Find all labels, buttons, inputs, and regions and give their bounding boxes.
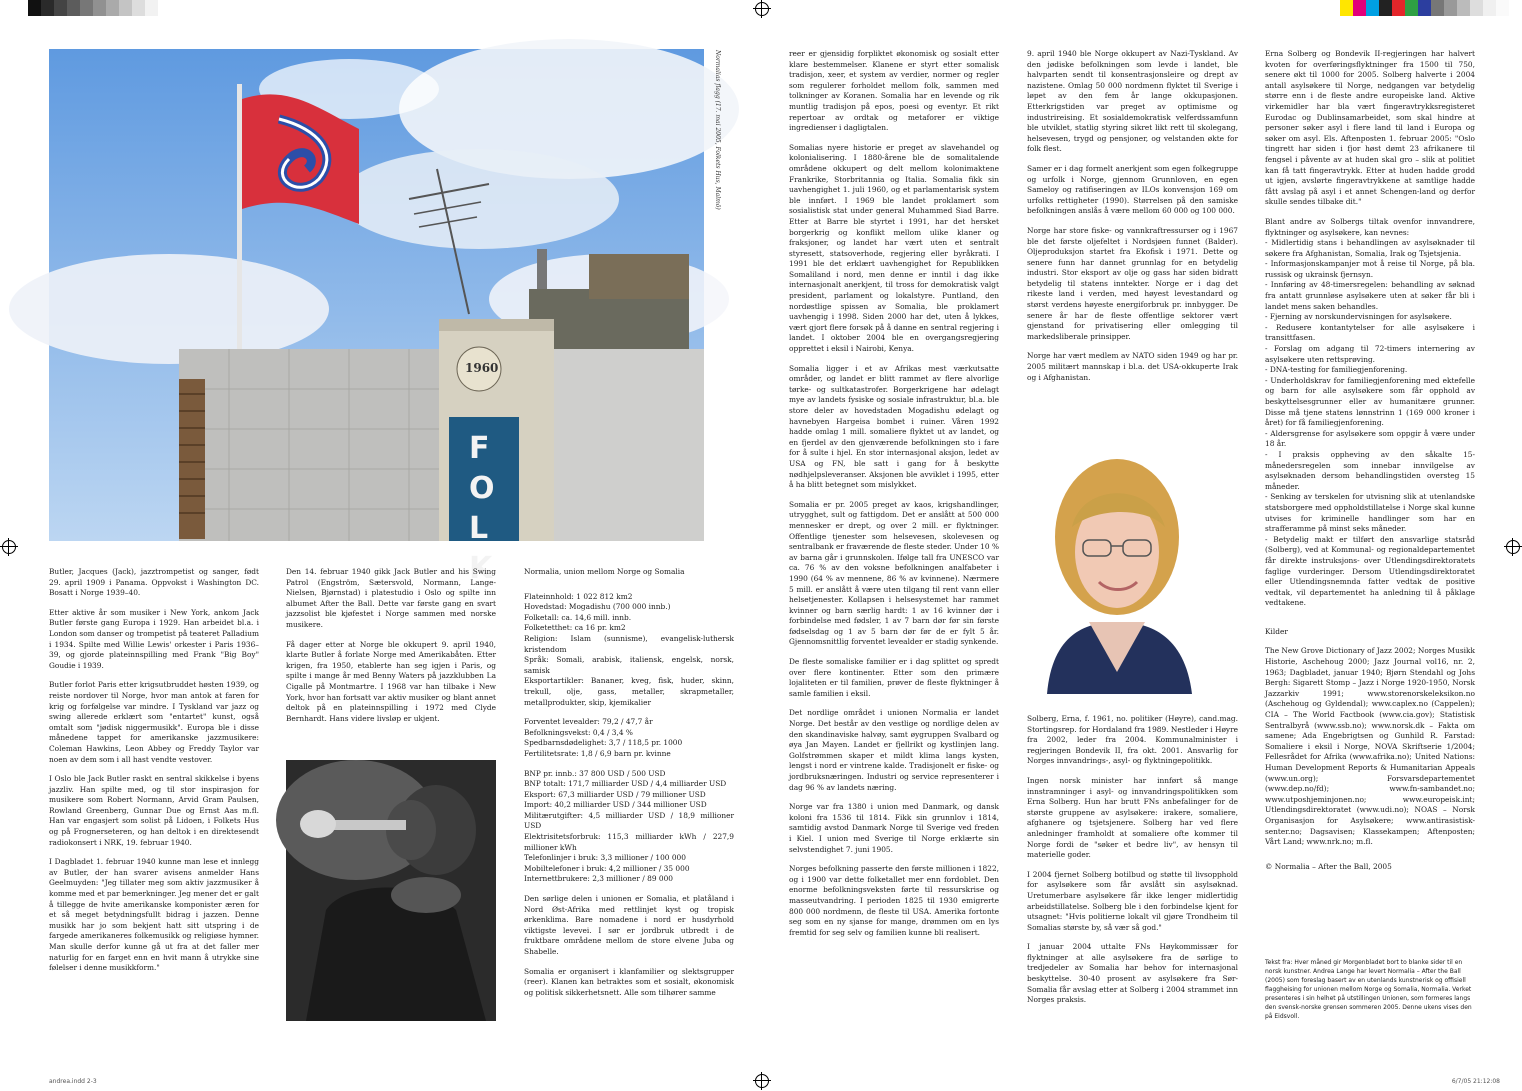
solberg-portrait-illustration — [1027, 432, 1208, 694]
fact-line: Hovedstad: Mogadishu (700 000 innb.) — [524, 602, 671, 612]
paragraph: Butler, Jacques (Jack), jazztrompetist og sanger, født 29. april 1909 i Panama. Oppvokst i Washington DC. Bosatt i Norge 1939–40. — [49, 567, 259, 598]
paragraph: Somalias nyere historie er preget av slavehandel og kolonialisering. I 1880-årene ble de somalitalende områdene okkupert og delt mellom kolonimaktene Frankrike, Storbritannia og Italia. Somalia fikk sin uavhengighet 1. juli 1960, og et parlamentarisk system ble innført. I 1969 ble landet proklamert som sosialistisk stat under general Muhammed Siad Barre. Etter at Barre ble styrtet i 1991, har det hersket borgerkrig og konflikt mellom ulike klaner og fraksjoner, og landet har vært uten et sentralt styresett, statsoverhode, regjering eller byråkrati. I 1991 ble det erklært uavhengighet for Republikken Somaliland i nord, men denne er inntil i dag ikke internasjonalt anerkjent, til tross for demokratisk valgt president, parlament og lokalstyre. Puntland, den nordøstlige spissen av Somalia, ble proklamert uavhengig i 1998. Siden 2000 har det, uten å lykkes, vært gjort flere forsøk på å danne en sentral regjering i landet. I oktober 2004 ble en overgangsregjering opprettet i eksil i Nairobi, Kenya. — [789, 142, 999, 354]
paragraph: Ingen norsk minister har innført så mange innstramninger i asyl- og innvandringspolitikken som Erna Solberg. Hun har brutt FNs anbefalinger for de største gruppene av asylsøkere: irakere, somaliere, afghanere og tsjetsjenere. Solberg har ved flere anledninger framholdt at somaliere ofte kommer til Norge fordi de "søker et bedre liv", av hensyn til materielle goder. — [1027, 775, 1238, 860]
fact-line: Eksport: 67,3 milliarder USD / 79 millioner USD — [524, 789, 706, 799]
column-norway-solberg — [1027, 49, 1238, 392]
list-item: - Senking av terskelen for utvisning slik at utenlandske statsborgere med oppholdstillatelse i Norge skal kunne utvises for kriminelle handlinger som har en strafferamme på minst seks måneder. — [1265, 492, 1475, 534]
fact-line: Fertilitetsrate: 1,8 / 6,9 barn pr. kvinne — [524, 748, 671, 758]
paragraph: Det nordlige området i unionen Normalia er landet Norge. Det består av den vestlige og nordlige delen av den skandinaviske halvøy, samt øygruppen Svalbard og øya Jan Mayen. Landet er fjellrikt og kystlinjen lang. Golfstrømmen skaper et mildt klima langs kysten, lengst i nord er vintrene kalde. Tradisjonelt er fiske- og jordbruksnæringen. Industri og service representerer i dag 96 % av landets næring. — [789, 708, 999, 792]
registration-mark-top — [755, 2, 769, 16]
fact-line: Forventet levealder: 79,2 / 47,7 år — [524, 717, 653, 727]
facts-geography — [524, 592, 734, 709]
paragraph: Norge har store fiske- og vannkraftressurser og i 1967 ble det første oljefeltet i Nordsjøen funnet (Balder). Oljeproduksjon startet fra Ekofisk i 1971. Dette og senere funn har dannet grunnlag for en betydelig industri. Stor eksport av olje og gass har siden bidratt betydelig til statens inntekter. Norge er i dag det rikeste land i verden, med høyest levestandard og størst verdens høyeste energiforbruk pr. innbygger. De senere år har de fleste offentlige sektorer vært gjenstand for privatisering eller omlegging til markedsliberale prinsipper. — [1027, 225, 1238, 341]
column-solberg-policies — [1265, 49, 1475, 881]
facts-demography — [524, 717, 734, 759]
paragraph: Etter aktive år som musiker i New York, ankom Jack Butler første gang Europa i 1929. Han arbeidet bl.a. i London som danser og trompetist på teateret Palladium i 1934. Spilte med Willie Lewis' orkester i Paris 1936–39, og gjorde plateinnspilling med Frank "Big Boy" Goudie i 1939. — [49, 607, 259, 670]
paragraph: Norges befolkning passerte den første millionen i 1822, og i 1900 var dette folketallet mer enn fordoblet. Den enorme befolkningsveksten førte til ressurskrise og masseutvandring. I perioden 1825 til 1930 emigrerte 800 000 nordmenn, de fleste til USA. Amerika fortonte seg som en ny sjanse for mange, drømmen om en lys fremtid for seg selv og familien kunne bli realisert. — [789, 864, 999, 937]
paragraph: Norge var fra 1380 i union med Danmark, og dansk koloni fra 1536 til 1814. Fikk sin grunnlov i 1814, samtidig avstod Danmark Norge til Sverige ved freden i Kiel. I union med Sverige til Norge erklærte sin selvstendighet 7. juni 1905. — [789, 802, 999, 854]
fact-line: Folketetthet: ca 16 pr. km2 — [524, 623, 626, 633]
list-item: - I praksis oppheving av den såkalte 15-månedersregelen som innebar innvilgelse av asylsøknaden dersom behandlingstiden oversteg 15 måneder. — [1265, 449, 1475, 491]
paragraph: I Oslo ble Jack Butler raskt en sentral skikkelse i byens jazzliv. Han spilte med, og til stor inspirasjon for musikere som Robert Normann, Arvid Gram Paulsen, Rowland Greenberg, Gunnar Due og Ernst Aas m.fl. Han var engasjert som solist på Lidoen, i Folkets Hus og på Frognerseteren, og han deltok i en direktesendt radiokonsert i NRK, 19. februar 1940. — [49, 774, 259, 847]
fact-line: Flateinnhold: 1 022 812 km2 — [524, 591, 633, 601]
column-solberg-biography — [1027, 714, 1238, 1015]
paragraph: Somalia ligger i et av Afrikas mest værkutsatte områder, og landet er blitt rammet av flere alvorlige tørke- og sultkatastrofer. Borgerkrigene har ødelagt mye av landets fysiske og sosiale infrastruktur, bl.a. ble store deler av hovedstaden Mogadishu ødelagt og havnebyen Hargeisa bombet i ruiner. Våren 1992 hadde omlag 1 mill. somaliere flyktet ut av landet, og en fjerdel av den gjenværende befolkningen sto i fare for å sulte i hjel. En stor internasjonal aksjon, ledet av USA og FN, ble satt i gang for å beskytte nødhjelpsleveranser. Aksjonen ble avviklet i 1995, etter å ha blitt betegnet som mislykket. — [789, 363, 999, 490]
list-item: - Midlertidig stans i behandlingen av asylsøknader til søkere fra Afghanistan, Somalia, Irak og Tsjetsjenia. — [1265, 238, 1475, 258]
list-item: - Underholdskrav for familiegjenforening med ektefelle og barn for alle asylsøkere som får opphold av beskyttelsesgrunner eller av humanitære grunner. Disse må tjene statens lønnstrinn 1 (169 000 kroner i året) for få familiegjenforening. — [1265, 375, 1475, 428]
footer-timestamp: 6/7/05 21:12:08 — [1451, 1078, 1500, 1085]
column-somalia-norway-history — [789, 49, 999, 947]
paragraph: 9. april 1940 ble Norge okkupert av Nazi-Tyskland. Av den jødiske befolkningen som levde i landet, ble halvparten sendt til konsentrasjonsleire og drept av nazistene. Omlag 50 000 nordmenn flyktet til Sverige i løpet av den fem år lange okkupasjonen. Etterkrigstiden var preget av optimisme og industrireising. Et sosialdemokratisk velferdssamfunn ble utviklet, statlig styring sikret likt rett til skolegang, helsevesen, trygd og pensjoner, og velstanden økte for folk flest. — [1027, 49, 1238, 154]
list-item: - Redusere kontantytelser for alle asylsøkere i transittfasen. — [1265, 322, 1475, 343]
sources-title: Kilder — [1265, 626, 1288, 636]
list-item: - Forslag om adgang til 72-timers internering av asylsøkere uten rettsprøving. — [1265, 344, 1475, 364]
fact-line: Militærutgifter: 4,5 milliarder USD / 18,9 millioner USD — [524, 810, 734, 831]
paragraph: reer er gjensidig forpliktet økonomisk og sosialt etter klare bestemmelser. Klanene er styrt etter somalisk tradisjon, xeer, et system av verdier, normer og regler som regulerer forholdet mellom folk, sammen med tolkninger av Koranen. Somalia har en levende og rik muntlig tradisjon på epos, poesi og eventyr. Et rikt repertoar av ordtak og metaforer er viktige ingredienser i dagligtalen. — [789, 49, 999, 133]
list-item: - Informasjonskampanjer mot å reise til Norge, på bla. russisk og ukrainsk fjernsyn. — [1265, 259, 1475, 279]
column-butler-biography — [49, 567, 259, 983]
list-item: - DNA-testing for familiegjenforening. — [1265, 365, 1408, 375]
photo-credit — [712, 50, 722, 300]
fact-line: Befolkningsvekst: 0,4 / 3,4 % — [524, 727, 633, 737]
fact-line: BNP pr. innb.: 37 800 USD / 500 USD — [524, 768, 666, 778]
fact-line: Telefonlinjer i bruk: 3,3 millioner / 100 000 — [524, 853, 686, 863]
fact-line: Språk: Somali, arabisk, italiensk, engelsk, norsk, samisk — [524, 655, 734, 675]
fact-line: Import: 40,2 milliarder USD / 344 millioner USD — [524, 800, 707, 810]
fact-line: Elektrisitetsforbruk: 115,3 milliarder kWh / 227,9 millioner kWh — [524, 832, 734, 852]
editorial-note: Tekst fra: Hver måned gir Morgenbladet bort to blanke sider til en norsk kunstner. Andrea Lange har levert Normalia – After the Ball (2005) som foreslag basert av en utenlands kunstnerisk og offisiell flaggheising for unionen mellom Norge og Somalia, Normalia. Verket presenteres i sin helhet på utstillingen Unionen, som formeres langs den svensk-norske grensen sommeren 2005. Denne ukens vises den på Eidsvoll. — [1265, 959, 1472, 1020]
registration-mark-bottom — [755, 1074, 769, 1088]
registration-mark-left — [2, 540, 16, 554]
jazz-trumpeter-photo — [286, 760, 496, 1021]
solberg-portrait-photo — [1027, 432, 1208, 694]
paragraph: Samer er i dag formelt anerkjent som egen folkegruppe og urfolk i Norge, gjennom Grunnloven, en egen Sameloy og ratifiseringen av ILOs konvensjon 169 om urfolks rettigheter (1990). Størrelsen på den samiske befolkningen anslås å være mellom 60 000 og 100 000. — [1027, 163, 1238, 216]
paragraph: Butler forlot Paris etter krigsutbruddet høsten 1939, og reiste nordover til Norge, hvor man antok at faren for krig og forfølgelse var mindre. I Tyskland var jazz og swing allerede erklært som "entartet" kunst, også omtalt som "jødisk niggermusikk". Europa ble i disse månedene tappet for amerikanske jazzmusikere: Coleman Hawkins, Leon Abbey og Freddy Taylor var noen av dem som i all hast vendte vestover. — [49, 680, 259, 764]
list-item: - Innføring av 48-timersregelen: behandling av søknad fra antatt grunnløse asylsøkere uten at søker får bli i landet mens saken behandles. — [1265, 280, 1475, 311]
column-normalia-facts — [524, 567, 734, 1007]
sources-list: The New Grove Dictionary of Jazz 2002; Norges Musikk Historie, Aschehoug 2000; Jazz Journal vol16, nr. 2, 1963; Dagbladet, januar 1940; Bjørn Stendahl og Johs Bergh: Sigarett Stomp – Jazz i Norge 1920-1950, Norsk Jazzarkiv 1991; www.storenorskeleksikon.no (Aschehoug og Gyldendal); www.caplex.no (Cappelen); CIA – The World Factbook (www.cia.gov); Statistisk Sentralbyrå (www.ssb.no); www.norsk.dk – Fakta om samene; Ada Engebrigtsen og Gunhild R. Farstad: Somaliere i eksil i Norge, NOVA Skriftserie 1/2004; Fellesrådet for Afrika (www.afrika.no); United Nations: Human Development Reports & Humanitarian Appeals (www.un.org); Forsvarsdepartementet (www.dep.no/fd); www.fn-sambandet.no; www.utposhjeminjonen.no; www.europeisk.int; Utlendingsdirektoratet (www.udi.no); NOAS – Norsk Organisasjon for Asylsøkere; www.antirasistisk-senter.no; Dagsavisen; Klassekampen; Aftenposten; Vårt Land; www.nrk.no; m.fl. — [1265, 646, 1475, 847]
paragraph: Erna Solberg og Bondevik II-regjeringen har halvert kvoten for overføringsflyktninger fra 1500 til 750, senere økt til 1000 for 2005. Solberg halverte i 2004 antall asylsøkere til Norge, nedgangen var betydelig større enn i de fleste andre europeiske land. Aktive virkemidler har bla vært fingeravtrykksregisteret Eurodac og Dublinsamarbeidet, som skal hindre at personer søker asyl i flere land til land i Europa og søker om asyl. Els. Aftenposten 1. februar 2005: "Oslo tingrett har siden i fjor høst dømt 23 afrikanere til fengsel i påvente av at huden skal gro – slik at politiet kan få tatt fingeravtrykk. Etter at huden hadde grodd ut igjen, avslørte fingeravtrykkene at samtlige hadde fått avslag på asyl i et annet Schengen-land og derfor skulle sendes tilbake dit." — [1265, 49, 1475, 207]
fact-box-title: Normalia, union mellom Norge og Somalia — [524, 567, 685, 576]
flag-photo-illustration — [49, 49, 704, 541]
paragraph: Blant andre av Solbergs tiltak ovenfor innvandrere, flyktninger og asylsøkere, kan nevnes: — [1265, 216, 1475, 237]
paragraph: Den sørlige delen i unionen er Somalia, et platåland i Nord Øst-Afrika med rettlinjet kyst og tropisk ørkenklima. Bare nomadene i nord er husdyrhold viktigste levevei. I sør er jordbruk utbredt i de fruktbare områdene mellom de store elvene Juba og Shabelle. — [524, 894, 734, 956]
photo-credit-text: Normalias flagg (17. mai 2005, Folkets Hus, Malmö) — [714, 50, 721, 210]
fact-line: Religion: Islam (sunnisme), evangelisk-luthersk kristendom — [524, 633, 734, 654]
column-butler-continued — [286, 567, 496, 733]
copyright-line: © Normalia – After the Ball, 2005 — [1265, 861, 1392, 871]
color-calibration-bar — [1340, 0, 1522, 16]
fact-line: Mobiltelefoner i bruk: 4,2 millioner / 35 000 — [524, 863, 690, 873]
paragraph: Norge har vært medlem av NATO siden 1949 og har pr. 2005 militært mannskap i bl.a. det USA-okkuperte Irak og i Afghanistan. — [1027, 351, 1238, 382]
list-item: - Aldersgrense for asylsøkere som oppgir å være under 18 år. — [1265, 428, 1475, 449]
paragraph: Somalia er organisert i klanfamilier og slektsgrupper (reer). Klanen kan betraktes som et sosialt, økonomisk og politisk sikkerhetsnett. Alle som tilhører samme — [524, 966, 734, 997]
paragraph: De fleste somaliske familier er i dag splittet og spredt over flere kontinenter. Etter som den primære lojaliteten er til familien, prøver de fleste flyktninger å samle familien i eksil. — [789, 657, 999, 698]
fact-line: Internettbrukere: 2,3 millioner / 89 000 — [524, 874, 673, 884]
fact-line: BNP totalt: 171,7 milliarder USD / 4,4 milliarder USD — [524, 779, 727, 789]
jazz-photo-illustration — [286, 760, 496, 1021]
paragraph: Solberg, Erna, f. 1961, no. politiker (Høyre), cand.mag. Stortingsrep. for Hordaland fra 1989. Nestleder i Høyre fra 2002, leder fra 2004. Kommunalminister i regjeringen Bondevik II, fra okt. 2001. Ansvarlig for Norges innvandrings-, asyl- og flyktningepolitikk. — [1027, 714, 1238, 766]
building-year-label: 1960 — [465, 361, 499, 375]
fact-line: Eksportartikler: Bananer, kveg, fisk, huder, skinn, trekull, olje, gass, metaller, skrapmetaller, metallprodukter, skip, kjemikalier — [524, 676, 734, 707]
fact-line: Spedbarnsdødelighet: 3,7 / 118,5 pr. 1000 — [524, 738, 683, 748]
registration-mark-right — [1506, 540, 1520, 554]
facts-economy — [524, 769, 734, 886]
footer-file-name: andrea.indd 2-3 — [49, 1078, 97, 1085]
paragraph: I januar 2004 uttalte FNs Høykommissær for flyktninger at alle asylsøkere fra de sørlige to tredjedeler av Somalia har behov for internasjonal beskyttelse. 30-40 prosent av asylsøkere fra Sør-Somalia får avslag etter at Solberg i 2004 strammet inn Norges praksis. — [1027, 942, 1238, 1005]
fact-line: Folketall: ca. 14,6 mill. innb. — [524, 612, 632, 622]
gray-calibration-bar — [28, 0, 158, 16]
paragraph: Den 14. februar 1940 gikk Jack Butler and his Swing Patrol (Engström, Sætersvold, Normann, Lange-Nielsen, Bjørnstad) i platestudio i Oslo og spilte inn albumet After the Ball. Dette var første gang en svart jazzsolist ble kjøfestet i Norge sammen med norske musikere. — [286, 567, 496, 629]
paragraph: I 2004 fjernet Solberg botilbud og støtte til livsopphold for asylsøkere som får avslått sin asylsøknad. Uretumerbare asylsøkere får ikke lenger midlertidig arbeidstillatelse. Solberg ble i den forbindelse kjent for utsagnet: "Hvis politierne lokalt vil gjøre Trondheim til Somalias største by, så vær så god." — [1027, 869, 1238, 932]
list-item: - Fjerning av norskundervisningen for asylsøkere. — [1265, 312, 1452, 322]
building-sign-text: FOLK — [469, 431, 497, 586]
list-item: - Betydelig makt er tilført den ansvarlige statsråd (Solberg), ved at Kommunal- og regionaldepartementet får direkte instruksjons- over Utlendingsdirektoratets faglige vurderinger. Dersom Utlendingsdirektoratet eller Utlendingsnemnda fatter vedtak de positive vedtak, vil departementet ha anledning til å påklage vedtakene. — [1265, 534, 1475, 608]
paragraph: I Dagbladet 1. februar 1940 kunne man lese et innlegg av Butler, der han svarer avisens anmelder Hans Geelmuyden: "Jeg tillater meg som aktiv jazzmusiker å komme med et par bemerkninger. Jeg mener det er galt å tillegge de hvite amerikanske komponister æren for et så meget betydningsfullt bidrag i jazzen. Denne musikk har jo som bekjent hatt sitt utspring i de fargede amerikaneres folkemusikk og religiøse hymner. Man skulle derfor kunne gå ut fra at det faller mer naturlig for en farget enn en hvit mann å utrykke sine følelser i denne musikkform." — [49, 857, 259, 973]
paragraph: Somalia er pr. 2005 preget av kaos, krigshandlinger, utrygghet, sult og fattigdom. Det er anslått at 500 000 mennesker er drept, og over 2 mill. er flyktninger. Offentlige tjenester som helsevesen, skolevesen og sentralbank er fraværende de fleste steder. Under 10 % av barna går i grunnskolen. Ifølge tall fra UNESCO var ca. 76 % av den voksne befolkningen analfabeter i 1990 (64 % av mennene, 86 % av kvinnene). Nærmere 5 mill. er anslått å være uten tilgang til rent vann eller helsetjenester. Kollapsen i helsesystemet har rammet kvinner og barn særlig hardt: 1 av 16 kvinner dør i forbindelse med fødsler, 1 av 7 barn dør før sin første fødselsdag og 1 av 5 barn dør før de er fylt 5 år. Gjennomsnittlig forventet levealder er stadig synkende. — [789, 499, 999, 647]
paragraph: Få dager etter at Norge ble okkupert 9. april 1940, klarte Butler å forlate Norge med Amerikabåten. Etter krigen, fra 1950, etablerte han seg igjen i Paris, og spilte i mange år med Benny Waters på jazzklubben La Cigalle på Montmartre. I 1968 var han tilbake i New York, hvor han fortsatt var aktiv musiker og blant annet deltok på en plateinnspilling i 1972 med Clyde Bernhardt. Hans videre livsløp er ukjent. — [286, 639, 496, 723]
